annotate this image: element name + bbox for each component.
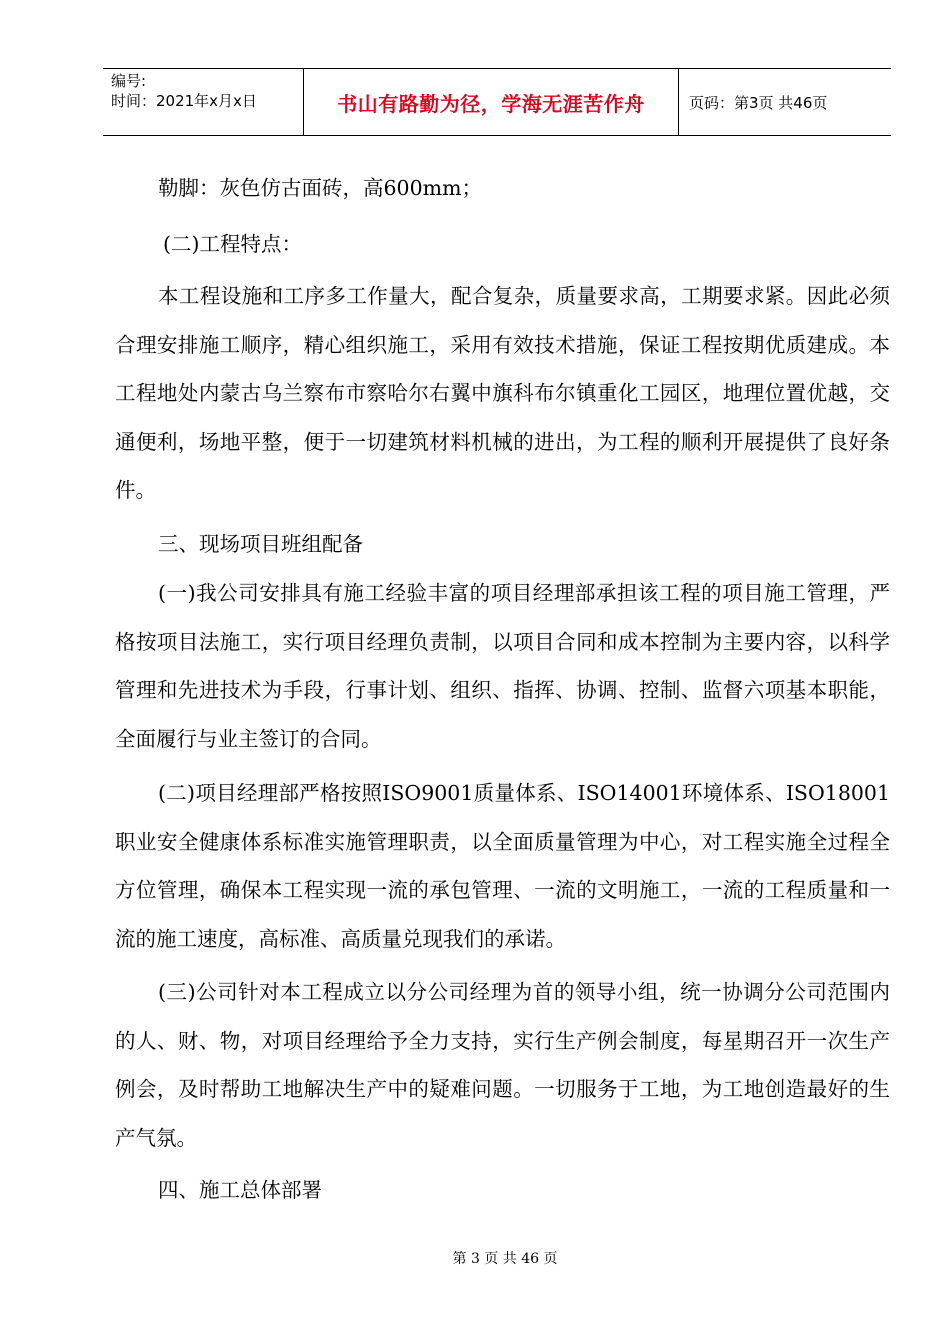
date-label: 时间：2021年x月x日 (111, 92, 257, 110)
header-meta (103, 69, 304, 135)
header-page-number: 页码：第3页 共46页 (689, 93, 828, 112)
paragraph-team-2: (二)项目经理部严格按照ISO9001质量体系、ISO14001环境体系、ISO18001职业安全健康体系标准实施管理职责，以全面质量管理为中心，对工程实施全过程全方位管理，确保本工程实现一流的承包管理、一流的文明施工，一流的工程质量和一流的施工速度，高标准、高质量兑现我们的承诺。 (115, 781, 890, 951)
header-motto: 书山有路勤为径，学海无涯苦作舟 (337, 91, 645, 116)
paragraph-plinth: 勒脚：灰色仿古面砖，高600mm； (158, 176, 483, 200)
serial-number-label: 编号: (111, 72, 147, 90)
heading-site-team: 三、现场项目班组配备 (158, 532, 363, 556)
paragraph-project-features: 本工程设施和工序多工作量大，配合复杂，质量要求高，工期要求紧。因此必须合理安排施工顺序，精心组织施工，采用有效技术措施，保证工程按期优质建成。本工程地处内蒙古乌兰察布市察哈尔右翼中旗科布尔镇重化工园区，地理位置优越，交通便利，场地平整，便于一切建筑材料机械的进出，为工程的顺利开展提供了良好条件。 (115, 284, 890, 502)
header-motto-cell (304, 69, 679, 135)
footer-page-number: 第 3 页 共 46 页 (452, 1251, 558, 1267)
heading-deployment: 四、施工总体部署 (158, 1178, 322, 1202)
paragraph-team-3: (三)公司针对本工程成立以分公司经理为首的领导小组，统一协调分公司范围内的人、财、物，对项目经理给予全力支持，实行生产例会制度，每星期召开一次生产例会，及时帮助工地解决生产中的疑难问题。一切服务于工地，为工地创造最好的生产气氛。 (115, 980, 890, 1150)
page-footer (0, 1248, 950, 1268)
paragraph-team-1: (一)我公司安排具有施工经验丰富的项目经理部承担该工程的项目施工管理，严格按项目法施工，实行项目经理负责制，以项目合同和成本控制为主要内容，以科学管理和先进技术为手段，行事计划、组织、指挥、协调、控制、监督六项基本职能，全面履行与业主签订的合同。 (115, 581, 890, 751)
heading-project-features: (二)工程特点： (163, 232, 302, 256)
page-header (103, 68, 891, 136)
header-page-cell (679, 69, 891, 135)
